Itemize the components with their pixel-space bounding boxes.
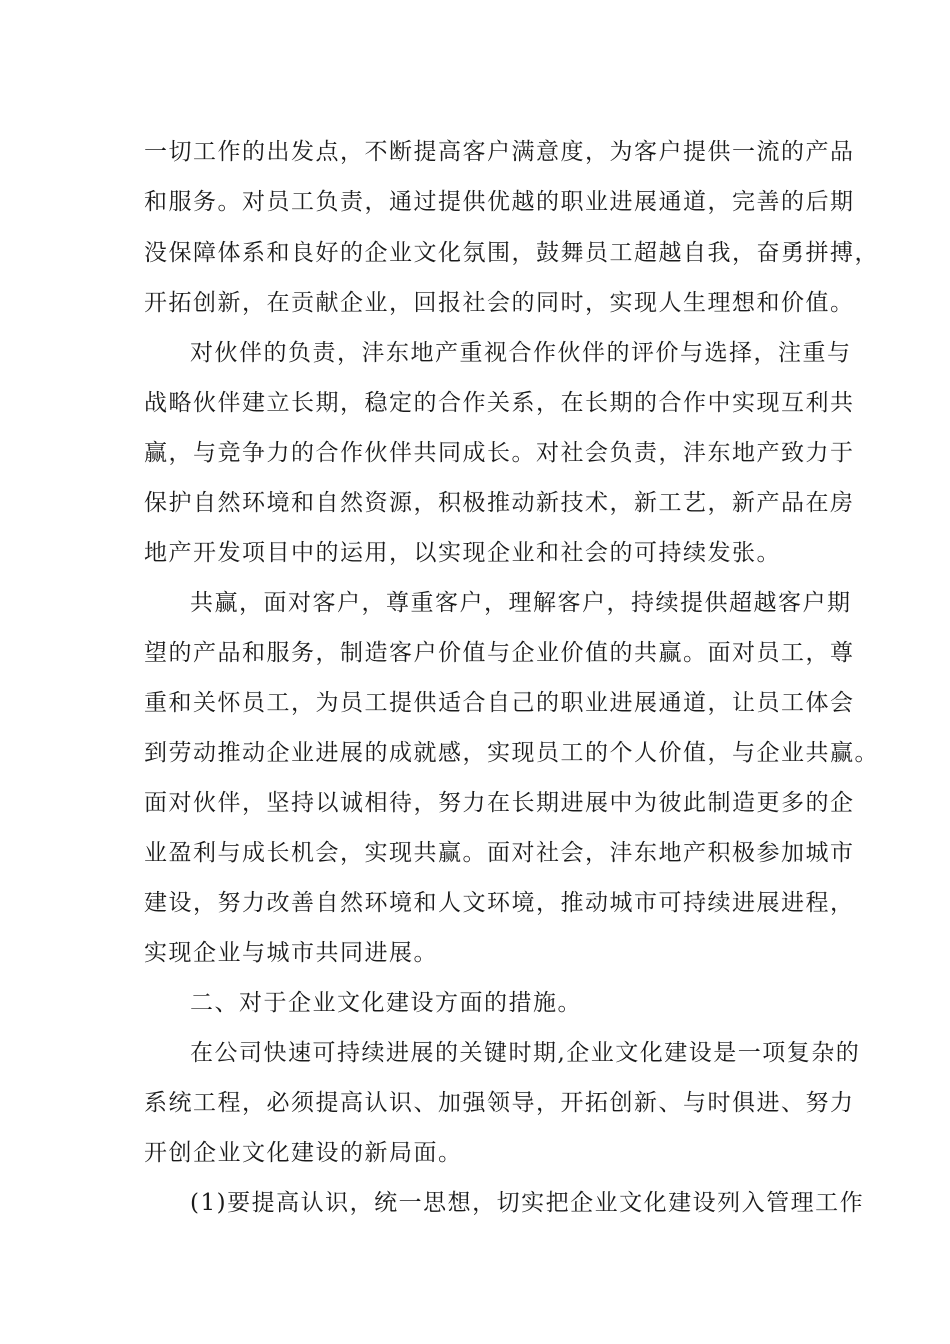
text-line: 面对伙伴，坚持以诚相待，努力在长期进展中为彼此制造更多的企: [144, 790, 855, 816]
text-line: 一切工作的出发点，不断提高客户满意度，为客户提供一流的产品: [144, 139, 855, 165]
text-line: 和服务。对员工负责，通过提供优越的职业进展通道，完善的后期: [144, 189, 855, 215]
text-line: 没保障体系和良好的企业文化氛围，鼓舞员工超越自我，奋勇拼搏，: [144, 240, 879, 266]
paragraph-first-line: 在公司快速可持续进展的关键时期,企业文化建设是一项复杂的: [190, 1040, 861, 1066]
text-line: 业盈利与成长机会，实现共赢。面对社会，沣东地产积极参加城市: [144, 840, 855, 866]
paragraph-first-line: 对伙伴的负责，沣东地产重视合作伙伴的评价与选择，注重与: [190, 340, 852, 366]
text-line: 实现企业与城市共同进展。: [144, 940, 438, 966]
paragraph-first-line: 共赢，面对客户，尊重客户，理解客户，持续提供超越客户期: [190, 590, 852, 616]
text-line: 望的产品和服务，制造客户价值与企业价值的共赢。面对员工，尊: [144, 640, 855, 666]
text-line: 战略伙伴建立长期，稳定的合作关系，在长期的合作中实现互利共: [144, 390, 855, 416]
text-line: 开创企业文化建设的新局面。: [144, 1140, 463, 1166]
text-line: 重和关怀员工，为员工提供适合自己的职业进展通道，让员工体会: [144, 690, 855, 716]
paragraph-first-line: (1)要提高认识，统一思想，切实把企业文化建设列入管理工作: [190, 1190, 865, 1216]
text-line: 到劳动推动企业进展的成就感，实现员工的个人价值，与企业共赢。: [144, 740, 879, 766]
text-line: 赢，与竞争力的合作伙伴共同成长。对社会负责，沣东地产致力于: [144, 440, 855, 466]
text-line: 系统工程，必须提高认识、加强领导，开拓创新、与时俱进、努力: [144, 1090, 855, 1116]
section-heading: 二、对于企业文化建设方面的措施。: [190, 990, 582, 1016]
text-line: 开拓创新，在贡献企业，回报社会的同时，实现人生理想和价值。: [144, 290, 855, 316]
text-line: 地产开发项目中的运用，以实现企业和社会的可持续发张。: [144, 540, 781, 566]
text-line: 建设，努力改善自然环境和人文环境，推动城市可持续进展进程，: [144, 890, 855, 916]
text-line: 保护自然环境和自然资源，积极推动新技术，新工艺，新产品在房: [144, 490, 855, 516]
